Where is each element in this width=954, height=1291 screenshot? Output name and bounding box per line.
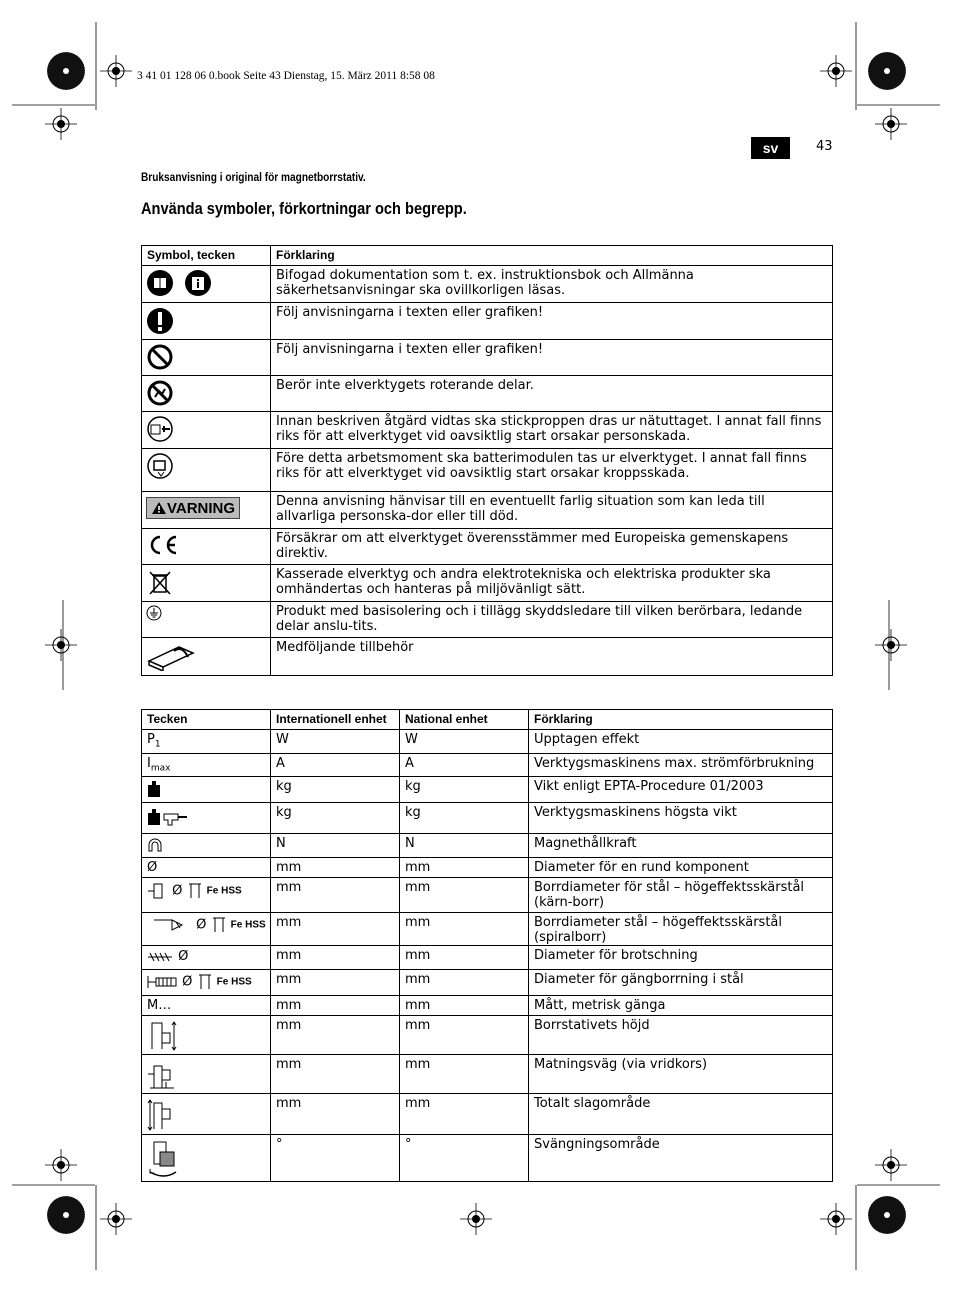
protective-earth-icon: [146, 605, 162, 621]
national-unit-cell: mm: [400, 878, 529, 913]
explanation-cell: Borrstativets höjd: [529, 1016, 833, 1055]
intl-unit-cell: mm: [271, 946, 400, 970]
explanation-cell: Före detta arbetsmoment ska batterimodulen tas ur elverktyget. I annat fall finns riks för att elverktyget vid oavsiktlig start orsakar kroppsskada.: [271, 449, 833, 492]
feed-travel-icon: [146, 1058, 178, 1090]
intl-unit-cell: mm: [271, 1055, 400, 1094]
column-header: Tecken: [142, 710, 271, 730]
sign-cell: M…: [142, 996, 271, 1016]
explanation-cell: Diameter för brotschning: [529, 946, 833, 970]
magnet-icon: [146, 837, 164, 853]
read-manual-icon: [146, 269, 174, 297]
diameter-sign: Ø: [182, 974, 193, 990]
table-row: [142, 1094, 833, 1135]
explanation-cell: Borrdiameter för stål – högeffektsskärstål (kärn-borr): [529, 878, 833, 913]
explanation-cell: Denna anvisning hänvisar till en eventuellt farlig situation som kan leda till allvarliga personska-dor eller till död.: [271, 492, 833, 529]
document-subtitle: Bruksanvisning i original för magnetborrstativ.: [141, 172, 366, 184]
table-row: [142, 638, 833, 676]
exclamation-icon: [146, 306, 174, 336]
intl-unit-cell: N: [271, 834, 400, 858]
intl-unit-cell: W: [271, 730, 400, 754]
column-header: Symbol, tecken: [142, 246, 271, 266]
steel-icon: [187, 882, 203, 900]
table-row: [142, 777, 833, 803]
national-unit-cell: kg: [400, 803, 529, 834]
table-row: [142, 449, 833, 492]
table-row: [142, 412, 833, 449]
table-row: [142, 730, 833, 754]
explanation-cell: Verktygsmaskinens max. strömförbrukning: [529, 753, 833, 777]
symbols-table: [141, 245, 833, 676]
explanation-cell: Svängningsområde: [529, 1135, 833, 1182]
explanation-cell: Verktygsmaskinens högsta vikt: [529, 803, 833, 834]
material-label: Fe HSS: [216, 976, 252, 988]
national-unit-cell: W: [400, 730, 529, 754]
sign-cell: $I_{max}$: [142, 753, 271, 777]
table-header-row: [142, 710, 833, 730]
weight-icon: [146, 780, 162, 798]
document-title: Använda symboler, förkortningar och begrepp.: [141, 199, 467, 218]
explanation-cell: Diameter för en rund komponent: [529, 858, 833, 878]
steel-icon: [197, 973, 213, 991]
intl-unit-cell: °: [271, 1135, 400, 1182]
table-row: [142, 878, 833, 913]
sign-cell: Ø: [142, 858, 271, 878]
intl-unit-cell: mm: [271, 1094, 400, 1135]
explanation-cell: Mått, metrisk gänga: [529, 996, 833, 1016]
explanation-cell: Matningsväg (via vridkors): [529, 1055, 833, 1094]
national-unit-cell: mm: [400, 913, 529, 946]
accessory-box-icon: [146, 641, 196, 671]
crossed-bin-icon: [146, 568, 174, 598]
unplug-icon: [146, 415, 174, 443]
explanation-cell: Berör inte elverktygets roterande delar.: [271, 376, 833, 412]
table-row: [142, 996, 833, 1016]
page-number: 43: [816, 139, 833, 154]
national-unit-cell: kg: [400, 777, 529, 803]
core-drill-icon: [146, 881, 168, 901]
warning-label: [146, 497, 240, 519]
national-unit-cell: mm: [400, 946, 529, 970]
table-row: [142, 492, 833, 529]
table-row: [142, 565, 833, 602]
table-row: [142, 858, 833, 878]
warning-text: VARNING: [167, 499, 236, 517]
tap-icon: [146, 974, 178, 990]
intl-unit-cell: A: [271, 753, 400, 777]
table-row: [142, 913, 833, 946]
twist-drill-icon: [152, 917, 192, 933]
sign-cell: $P_1$: [142, 730, 271, 754]
stroke-range-icon: [146, 1097, 178, 1131]
explanation-cell: Bifogad dokumentation som t. ex. instruktionsbok och Allmänna säkerhetsanvisningar ska ovillkorligen läsas.: [271, 266, 833, 303]
explanation-cell: Borrdiameter stål – högeffektsskärstål (spiralborr): [529, 913, 833, 946]
swivel-range-icon: [146, 1138, 180, 1178]
table-row: [142, 376, 833, 412]
intl-unit-cell: mm: [271, 878, 400, 913]
weight-icon: [146, 806, 162, 826]
explanation-cell: Diameter för gängborrning i stål: [529, 970, 833, 996]
explanation-cell: Följ anvisningarna i texten eller grafiken!: [271, 303, 833, 340]
steel-icon: [211, 916, 227, 934]
diameter-sign: Ø: [196, 917, 207, 933]
explanation-cell: Innan beskriven åtgärd vidtas ska stickproppen dras ur nätuttaget. I annat fall finns riks för att elverktyget vid oavsiktlig start orsakar personskada.: [271, 412, 833, 449]
column-header: Förklaring: [271, 246, 833, 266]
drill-icon: [162, 806, 188, 826]
column-header: National enhet: [400, 710, 529, 730]
national-unit-cell: mm: [400, 996, 529, 1016]
explanation-cell: Medföljande tillbehör: [271, 638, 833, 676]
table-row: [142, 970, 833, 996]
explanation-cell: Totalt slagområde: [529, 1094, 833, 1135]
table-row: [142, 602, 833, 638]
no-touch-rotating-icon: [146, 379, 174, 407]
diameter-sign: Ø: [172, 883, 183, 899]
national-unit-cell: mm: [400, 1016, 529, 1055]
explanation-cell: Kasserade elverktyg och andra elektrotekniska och elektriska produkter ska omhändertas och hanteras på miljövänligt sätt.: [271, 565, 833, 602]
prohibition-icon: [146, 343, 174, 371]
explanation-cell: Upptagen effekt: [529, 730, 833, 754]
intl-unit-cell: mm: [271, 913, 400, 946]
ce-mark-icon: [146, 532, 180, 558]
intl-unit-cell: mm: [271, 1016, 400, 1055]
intl-unit-cell: kg: [271, 777, 400, 803]
table-row: [142, 834, 833, 858]
table-row: [142, 1016, 833, 1055]
explanation-cell: Magnethållkraft: [529, 834, 833, 858]
table-row: [142, 803, 833, 834]
national-unit-cell: mm: [400, 858, 529, 878]
intl-unit-cell: mm: [271, 996, 400, 1016]
column-header: Internationell enhet: [271, 710, 400, 730]
units-table: [141, 709, 833, 1182]
national-unit-cell: mm: [400, 1055, 529, 1094]
info-book-icon: [184, 269, 212, 297]
explanation-cell: Försäkrar om att elverktyget överensstämmer med Europeiska gemenskapens direktiv.: [271, 529, 833, 565]
table-row: [142, 1135, 833, 1182]
table-row: [142, 529, 833, 565]
table-row: [142, 1055, 833, 1094]
table-row: [142, 946, 833, 970]
national-unit-cell: °: [400, 1135, 529, 1182]
table-row: [142, 303, 833, 340]
table-row: [142, 266, 833, 303]
explanation-cell: Vikt enligt EPTA-Procedure 01/2003: [529, 777, 833, 803]
battery-remove-icon: [146, 452, 174, 480]
intl-unit-cell: kg: [271, 803, 400, 834]
explanation-cell: Följ anvisningarna i texten eller grafiken!: [271, 340, 833, 376]
national-unit-cell: N: [400, 834, 529, 858]
table-header-row: [142, 246, 833, 266]
material-label: Fe HSS: [230, 919, 266, 931]
table-row: [142, 340, 833, 376]
diameter-sign: Ø: [178, 949, 189, 965]
stand-height-icon: [146, 1019, 178, 1051]
column-header: Förklaring: [529, 710, 833, 730]
table-row: [142, 753, 833, 777]
intl-unit-cell: mm: [271, 970, 400, 996]
reamer-icon: [146, 950, 174, 964]
national-unit-cell: mm: [400, 970, 529, 996]
intl-unit-cell: mm: [271, 858, 400, 878]
explanation-cell: Produkt med basisolering och i tillägg skyddsledare till vilken berörbara, ledande delar anslu-tits.: [271, 602, 833, 638]
language-badge: sv: [751, 137, 790, 159]
file-info-line: 3 41 01 128 06 0.book Seite 43 Dienstag, 15. März 2011 8:58 08: [137, 70, 435, 82]
national-unit-cell: A: [400, 753, 529, 777]
national-unit-cell: mm: [400, 1094, 529, 1135]
material-label: Fe HSS: [206, 885, 242, 897]
warning-triangle-icon: [151, 501, 167, 515]
